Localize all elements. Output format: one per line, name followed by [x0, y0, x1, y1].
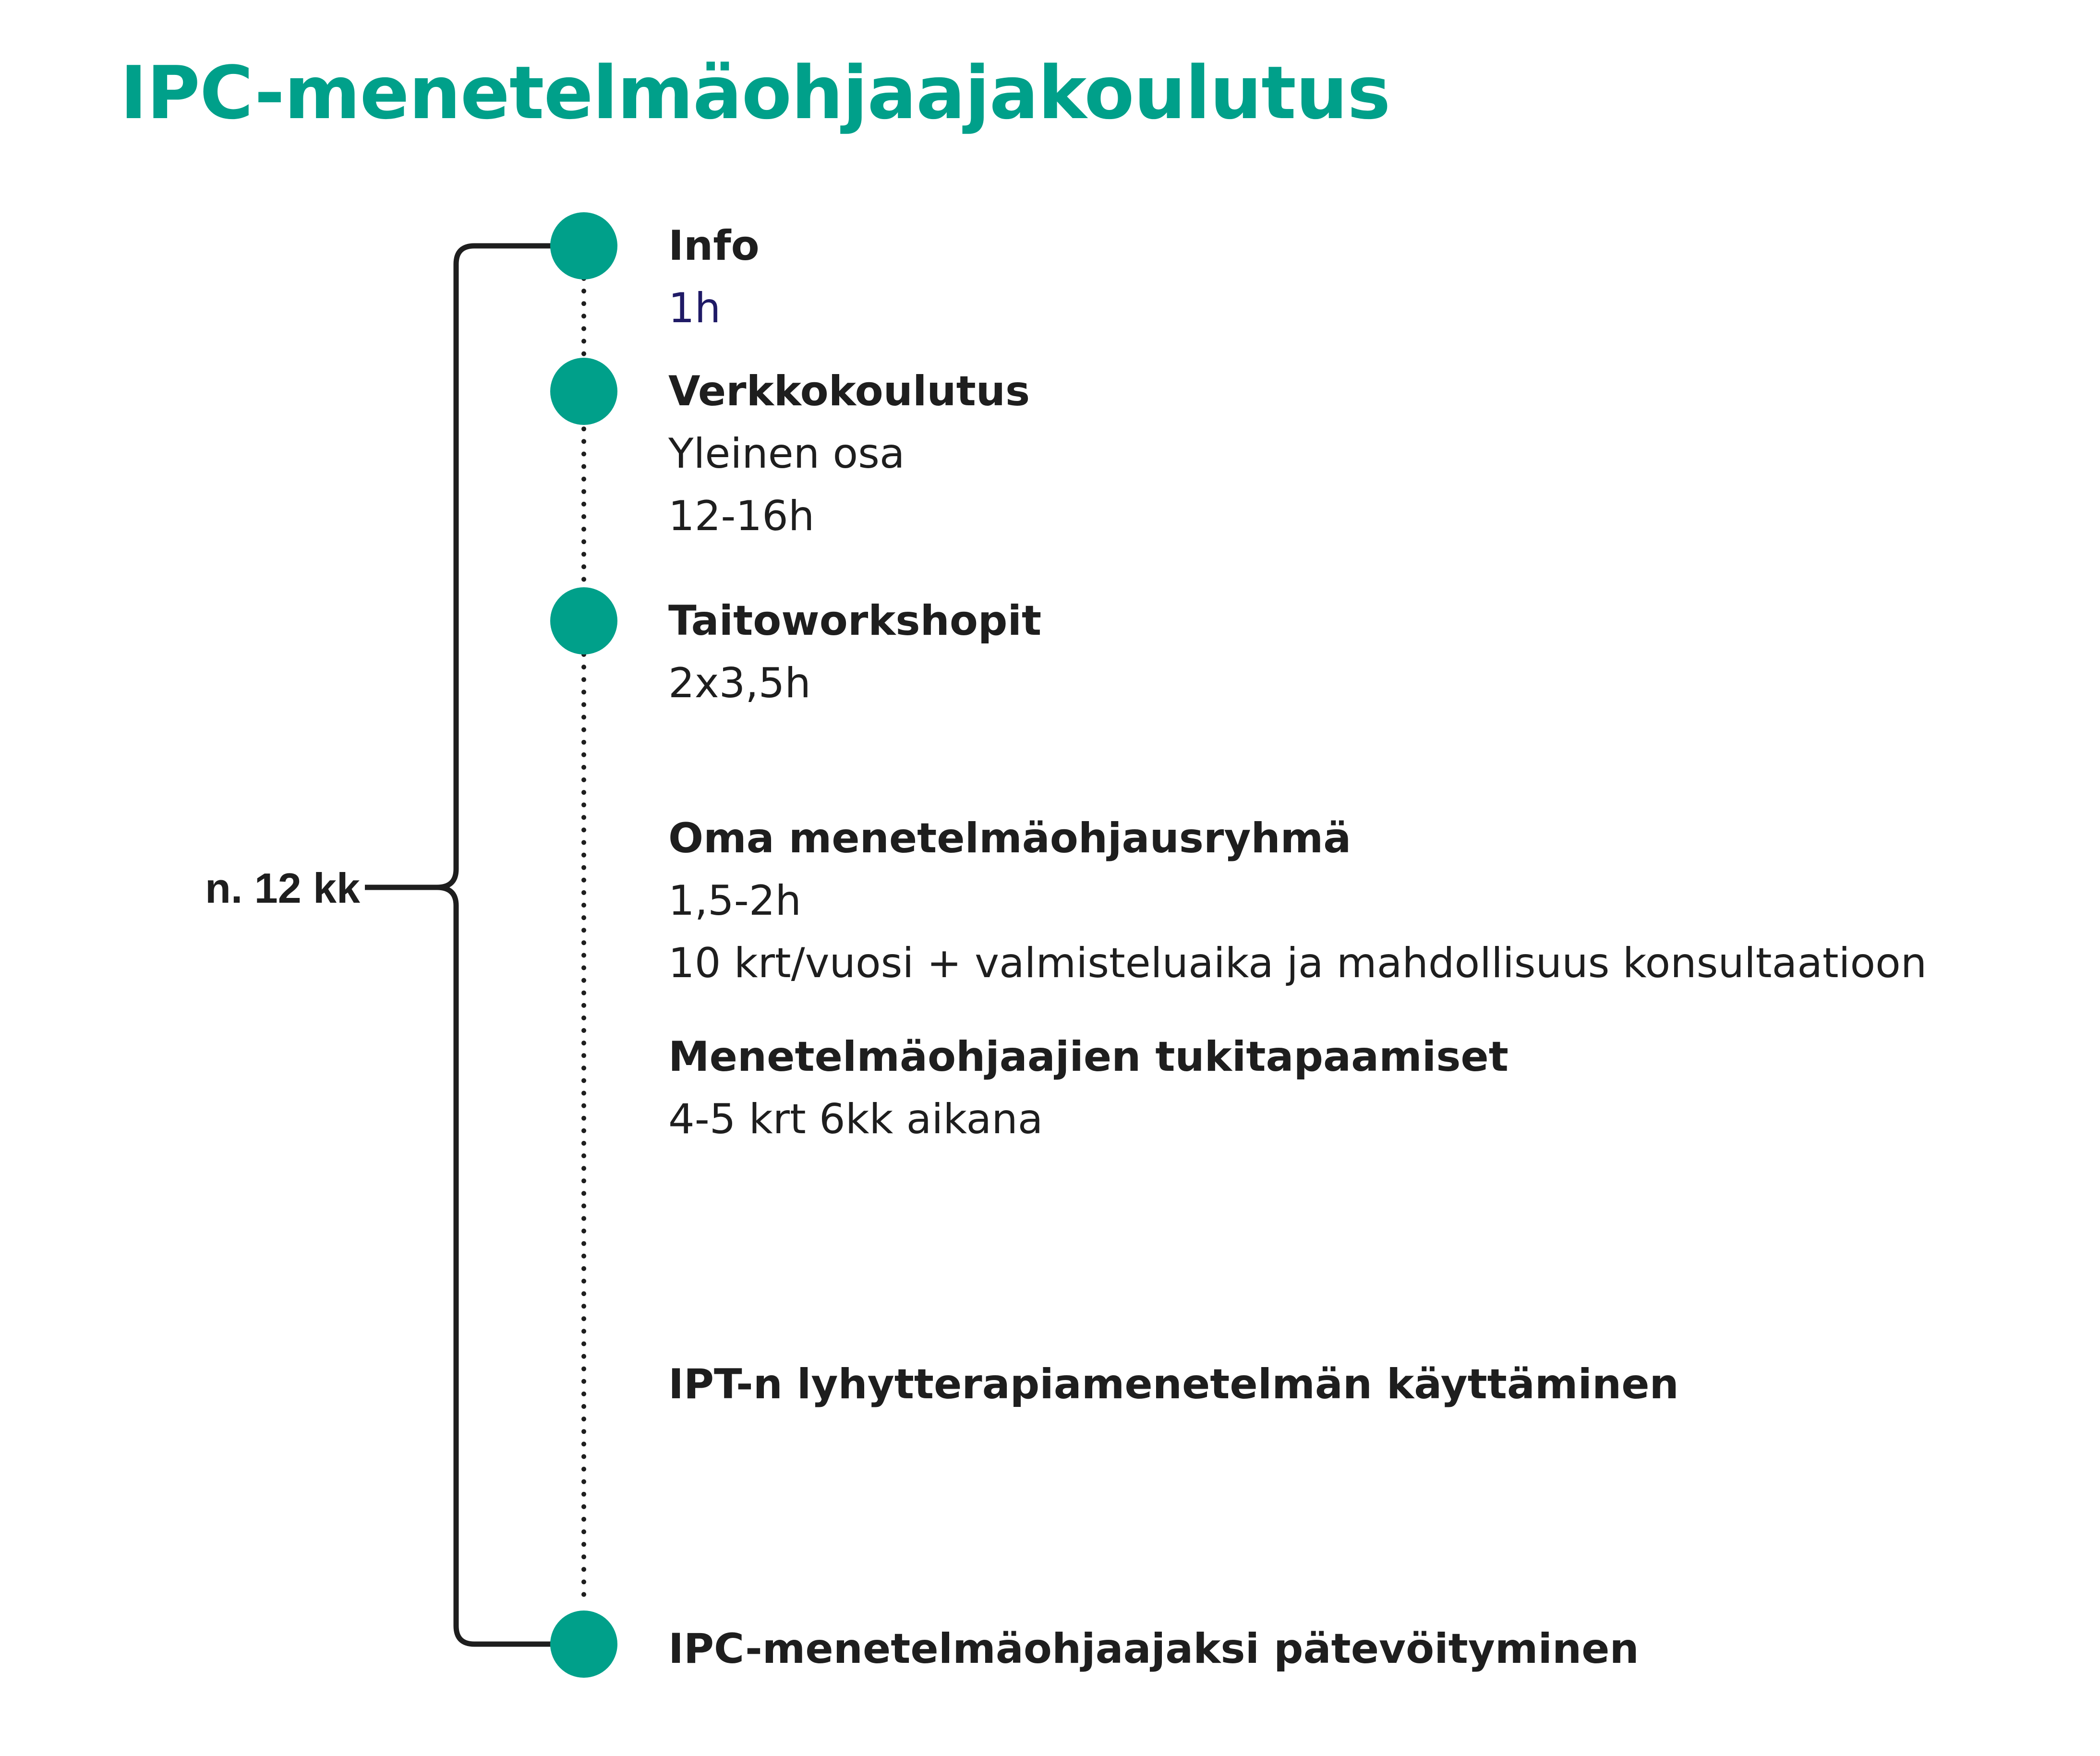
step-detail: 4-5 krt 6kk aikana — [668, 1095, 1043, 1143]
step-heading: Taitoworkshopit — [668, 597, 1042, 645]
step-detail: 10 krt/vuosi + valmisteluaika ja mahdollisuus konsultaatioon — [668, 939, 1927, 987]
duration-label: n. 12 kk — [205, 864, 360, 912]
timeline-node-taitoworkshopit — [550, 587, 617, 654]
diagram-title: IPC-menetelmäohjaajakoulutus — [120, 50, 1390, 135]
timeline-node-verkkokoulutus — [550, 358, 617, 425]
step-patevoityminen — [668, 1618, 1639, 1680]
timeline-node-patevoityminen — [550, 1611, 617, 1678]
step-heading: Menetelmäohjaajien tukitapaamiset — [668, 1033, 1509, 1081]
step-menetelmaohjausryhma — [668, 807, 1927, 994]
step-heading: Info — [668, 222, 760, 270]
step-info — [668, 215, 760, 339]
step-heading: Oma menetelmäohjausryhmä — [668, 814, 1352, 862]
step-detail: 1h — [668, 284, 721, 332]
step-ipt-kayttaminen — [668, 1353, 1679, 1416]
timeline-node-info — [550, 212, 617, 279]
step-detail: Yleinen osa — [668, 430, 905, 478]
duration-bracket — [365, 246, 552, 1644]
step-detail: 12-16h — [668, 492, 815, 540]
step-detail: 1,5-2h — [668, 877, 802, 925]
step-heading: Verkkokoulutus — [668, 367, 1030, 415]
step-heading: IPT-n lyhytterapiamenetelmän käyttäminen — [668, 1360, 1679, 1408]
step-verkkokoulutus — [668, 360, 1030, 547]
step-heading: IPC-menetelmäohjaajaksi pätevöityminen — [668, 1625, 1639, 1673]
step-taitoworkshopit — [668, 590, 1041, 715]
step-detail: 2x3,5h — [668, 659, 811, 707]
step-tukitapaamiset — [668, 1026, 1509, 1150]
